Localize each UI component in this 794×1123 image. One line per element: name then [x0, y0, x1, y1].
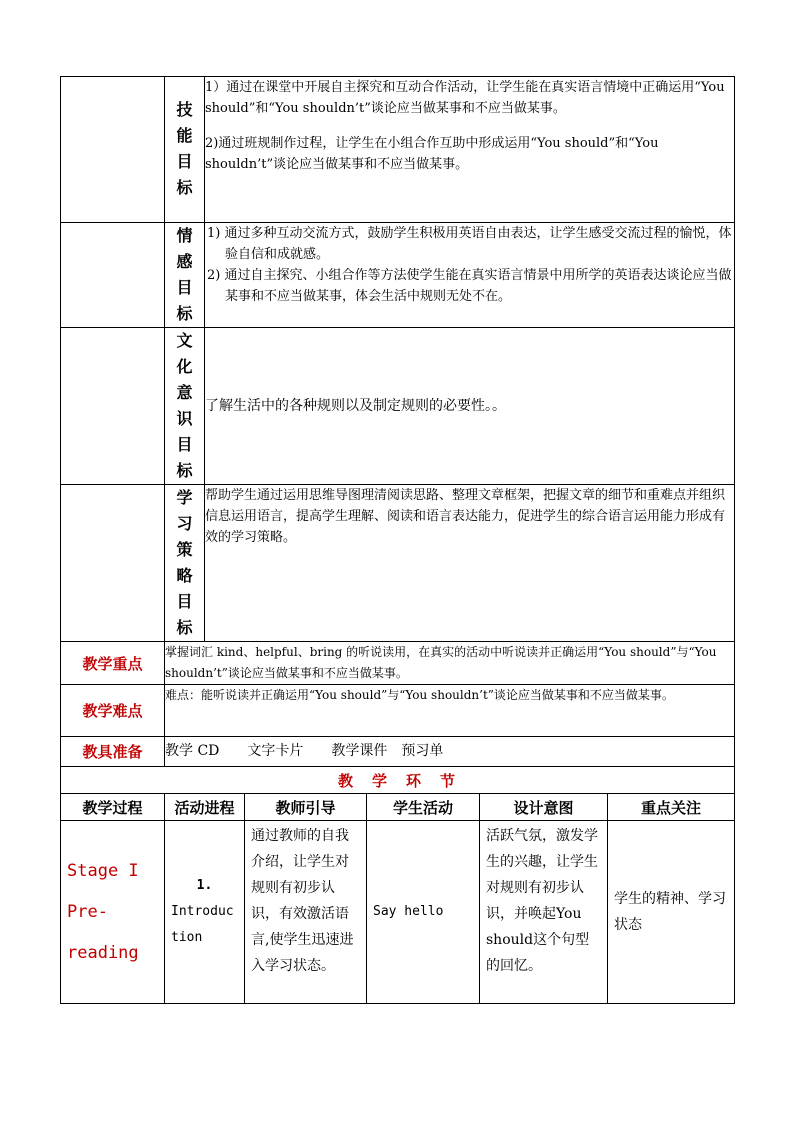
- strategy-objective-label: 学 习 策 略 目 标: [165, 485, 205, 642]
- column-header: 教学过程: [61, 794, 165, 821]
- skills-objective-content: [205, 77, 735, 223]
- section-title: 教 学 环 节: [61, 767, 735, 794]
- key-point-text: 掌握词汇 kind、helpful、bring 的听说读用，在真实的活动中听说读并正确运用“You should”与“You shouldn’t”谈论应当做某事和不应当做某事。: [165, 642, 735, 685]
- key-info-table: [60, 641, 735, 767]
- objective-row-skills: [61, 77, 735, 223]
- blank-cell: [61, 485, 165, 642]
- objective-item: 1）通过在课堂中开展自主探究和互动合作活动，让学生能在真实语言情境中正确运用“You should”和“You shouldn’t”谈论应当做某事和不应当做某事。: [205, 80, 725, 116]
- column-header-row: [61, 794, 735, 821]
- tools-label: 教具准备: [61, 737, 165, 767]
- column-header: 设计意图: [480, 794, 608, 821]
- tools-row: [61, 737, 735, 767]
- objective-row-culture: [61, 328, 735, 485]
- activity-number: 1.: [196, 878, 213, 893]
- tools-text: 教学 CD 文字卡片 教学课件 预习单: [165, 737, 735, 767]
- culture-objective-label: 文 化 意 识 目 标: [165, 328, 205, 485]
- strategy-objective-content: [205, 485, 735, 642]
- column-header: 教师引导: [245, 794, 367, 821]
- stage-line: Stage I: [67, 860, 139, 881]
- section-title-row: [61, 767, 735, 794]
- objectives-table: [60, 76, 735, 642]
- lesson-plan-page: [60, 76, 734, 1004]
- blank-cell: [61, 223, 165, 328]
- affect-objective-label: 情 感 目 标: [165, 223, 205, 328]
- column-header: 重点关注: [608, 794, 735, 821]
- blank-cell: [61, 77, 165, 223]
- student-activity-cell: Say hello: [367, 821, 480, 1004]
- key-point-label: 教学重点: [61, 642, 165, 685]
- key-point-row: [61, 642, 735, 685]
- culture-objective-content: [205, 328, 735, 485]
- table-row: [61, 821, 735, 1004]
- skills-objective-label: 技 能 目 标: [165, 77, 205, 223]
- column-header: 活动进程: [165, 794, 245, 821]
- activity-cell: [165, 821, 245, 1004]
- objective-item: 1) 通过多种互动交流方式，鼓励学生积极用英语自由表达，让学生感受交流过程的愉悦，体验自信和成就感。: [207, 226, 732, 262]
- teacher-guidance-cell: 通过教师的自我介绍，让学生对规则有初步认识，有效激活语言,使学生迅速进入学习状态。: [245, 821, 367, 1004]
- stage-line: reading: [67, 942, 139, 963]
- affect-objective-content: [205, 223, 735, 328]
- objective-row-strategy: [61, 485, 735, 642]
- stage-cell: [61, 821, 165, 1004]
- difficulty-row: [61, 685, 735, 737]
- design-intent-cell: 活跃气氛，激发学生的兴趣，让学生对规则有初步认识，并唤起You should这个句型的回忆。: [480, 821, 608, 1004]
- objective-item: 2)通过班规制作过程，让学生在小组合作互助中形成运用“You should”和“You shouldn’t”谈论应当做某事和不应当做某事。: [205, 136, 659, 172]
- activity-name: Introduction: [171, 904, 234, 945]
- objective-row-affect: [61, 223, 735, 328]
- objective-item: 帮助学生通过运用思维导图理清阅读思路、整理文章框架，把握文章的细节和重难点并组织信息运用语言，提高学生理解、阅读和语言表达能力，促进学生的综合语言运用能力形成有效的学习策略。: [205, 488, 726, 545]
- procedure-table: [60, 766, 735, 1004]
- objective-item: 了解生活中的各种规则以及制定规则的必要性。。: [205, 397, 506, 414]
- column-header: 学生活动: [367, 794, 480, 821]
- key-focus-cell: 学生的精神、学习状态: [608, 821, 735, 1004]
- blank-cell: [61, 328, 165, 485]
- difficulty-label: 教学难点: [61, 685, 165, 737]
- objective-item: 2) 通过自主探究、小组合作等方法使学生能在真实语言情景中用所学的英语表达谈论应当做某事和不应当做某事，体会生活中规则无处不在。: [207, 268, 732, 304]
- difficulty-text: 难点：能听说读并正确运用“You should”与“You shouldn’t”谈论应当做某事和不应当做某事。: [165, 685, 735, 737]
- stage-line: Pre-: [67, 901, 108, 922]
